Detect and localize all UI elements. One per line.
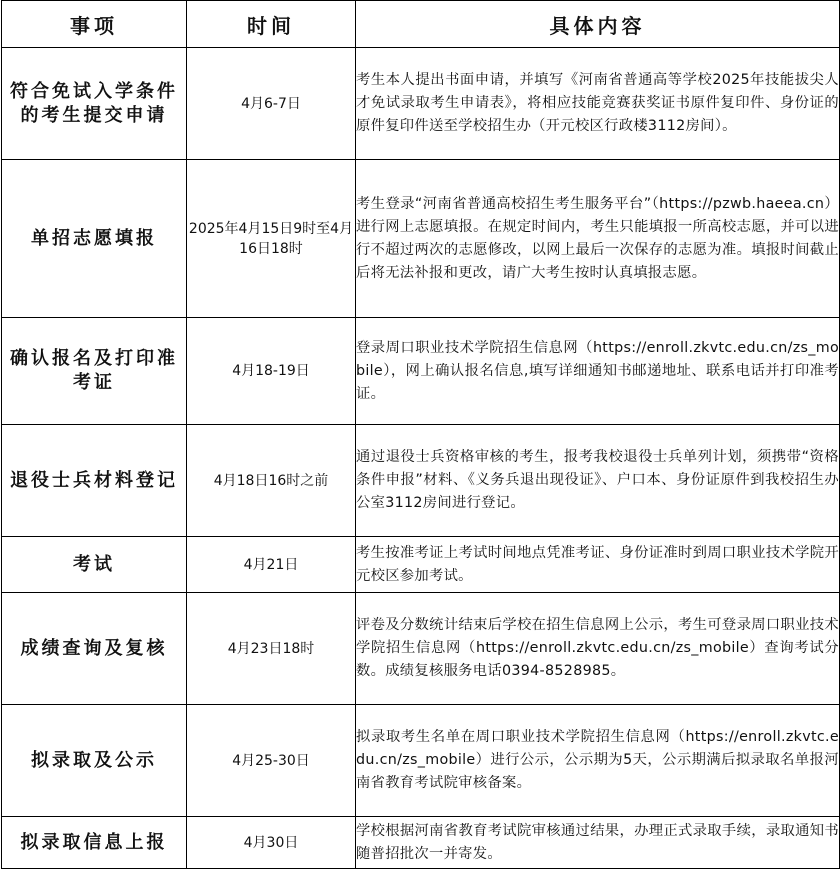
row-time: 4月23日18时 [187, 593, 356, 705]
table-row [2, 48, 840, 160]
header-content: 具体内容 [356, 1, 840, 48]
row-time: 4月18日16时之前 [187, 425, 356, 537]
table-row [2, 425, 840, 537]
row-content: 登录周口职业技术学院招生信息网（https://enroll.zkvtc.edu.cn/zs_mobile），网上确认报名信息,填写详细通知书邮递地址、联系电话并打印准考证。 [356, 318, 840, 425]
row-item: 确认报名及打印准考证 [2, 318, 187, 425]
row-content: 拟录取考生名单在周口职业技术学院招生信息网（https://enroll.zkvtc.edu.cn/zs_mobile）进行公示，公示期为5天，公示期满后拟录取名单报河南省教育考试院审核备案。 [356, 705, 840, 817]
row-time: 4月30日 [187, 817, 356, 869]
table-row [2, 705, 840, 817]
row-time: 4月6-7日 [187, 48, 356, 160]
table-row [2, 318, 840, 425]
row-item: 符合免试入学条件的考生提交申请 [2, 48, 187, 160]
row-time: 2025年4月15日9时至4月16日18时 [187, 160, 356, 318]
row-item: 退役士兵材料登记 [2, 425, 187, 537]
row-content: 学校根据河南省教育考试院审核通过结果，办理正式录取手续，录取通知书随普招批次一并寄发。 [356, 817, 840, 869]
table-header-row [2, 1, 840, 48]
table-row [2, 537, 840, 593]
table-row [2, 593, 840, 705]
row-time: 4月21日 [187, 537, 356, 593]
row-item: 拟录取及公示 [2, 705, 187, 817]
admission-schedule-table [1, 0, 840, 869]
row-item: 单招志愿填报 [2, 160, 187, 318]
row-content: 考生本人提出书面申请，并填写《河南省普通高等学校2025年技能拔尖人才免试录取考生申请表》，将相应技能竞赛获奖证书原件复印件、身份证的原件复印件送至学校招生办（开元校区行政楼3112房间）。 [356, 48, 840, 160]
row-item: 考试 [2, 537, 187, 593]
row-time: 4月25-30日 [187, 705, 356, 817]
header-time: 时间 [187, 1, 356, 48]
row-content: 通过退役士兵资格审核的考生，报考我校退役士兵单列计划，须携带“资格条件申报”材料、《义务兵退出现役证》、户口本、身份证原件到我校招生办公室3112房间进行登记。 [356, 425, 840, 537]
row-content: 评卷及分数统计结束后学校在招生信息网上公示，考生可登录周口职业技术学院招生信息网（https://enroll.zkvtc.edu.cn/zs_mobile）查询考试分数。成绩复核服务电话0394-8528985。 [356, 593, 840, 705]
header-item: 事项 [2, 1, 187, 48]
row-content: 考生按准考证上考试时间地点凭准考证、身份证准时到周口职业技术学院开元校区参加考试。 [356, 537, 840, 593]
row-content: 考生登录“河南省普通高校招生考生服务平台”（https://pzwb.haeea.cn）进行网上志愿填报。在规定时间内，考生只能填报一所高校志愿，并可以进行不超过两次的志愿修改，以网上最后一次保存的志愿为准。填报时间截止后将无法补报和更改，请广大考生按时认真填报志愿。 [356, 160, 840, 318]
row-item: 拟录取信息上报 [2, 817, 187, 869]
table-row [2, 160, 840, 318]
table-row [2, 817, 840, 869]
row-time: 4月18-19日 [187, 318, 356, 425]
row-item: 成绩查询及复核 [2, 593, 187, 705]
